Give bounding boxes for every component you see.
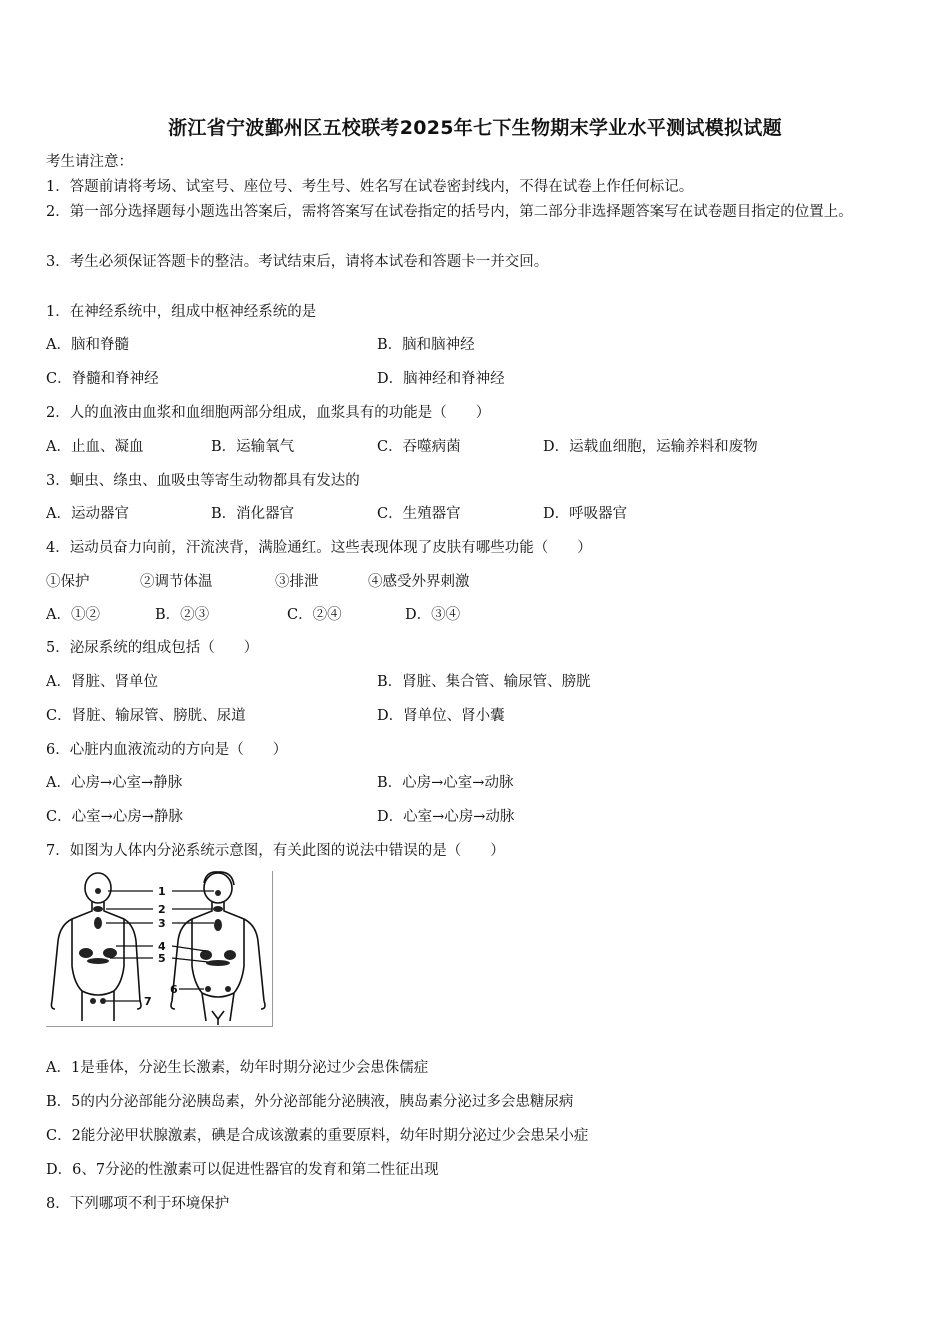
endocrine-diagram-labels — [46, 871, 272, 1026]
diagram-label-7: 7 — [144, 995, 152, 1008]
option-b: B．运输氧气 — [211, 439, 295, 455]
diagram-label-3: 3 — [158, 917, 166, 930]
question-stem: 1．在神经系统中，组成中枢神经系统的是 — [46, 304, 317, 320]
option-a: A．止血、凝血 — [46, 439, 144, 455]
endocrine-system-figure — [46, 871, 273, 1027]
option-d: D．肾单位、肾小囊 — [377, 708, 505, 724]
question-stem: 4．运动员奋力向前，汗流浃背，满脸通红。这些表现体现了皮肤有哪些功能（ ） — [46, 540, 592, 556]
option-c: C．心室→心房→静脉 — [46, 809, 183, 825]
sub-item: ①保护 — [46, 574, 90, 590]
diagram-label-5: 5 — [158, 952, 166, 965]
option-d: D．6、7分泌的性激素可以促进性器官的发育和第二性征出现 — [46, 1162, 439, 1178]
question-stem: 7．如图为人体内分泌系统示意图，有关此图的说法中错误的是（ ） — [46, 843, 505, 859]
option-d: D．呼吸器官 — [543, 506, 628, 522]
option-a: A．1是垂体，分泌生长激素，幼年时期分泌过少会患侏儒症 — [46, 1060, 429, 1076]
option-c: C．生殖器官 — [377, 506, 461, 522]
option-a: A．运动器官 — [46, 506, 129, 522]
notice-item: 2．第一部分选择题每小题选出答案后，需将答案写在试卷指定的括号内，第二部分非选择题答案写在试卷题目指定的位置上。 — [46, 204, 853, 220]
option-b: B．心房→心室→动脉 — [377, 775, 514, 791]
option-a: A．肾脏、肾单位 — [46, 674, 158, 690]
question-stem: 6．心脏内血液流动的方向是（ ） — [46, 742, 288, 758]
option-b: B．肾脏、集合管、输尿管、膀胱 — [377, 674, 591, 690]
notice-item: 3．考生必须保证答题卡的整洁。考试结束后，请将本试卷和答题卡一并交回。 — [46, 254, 549, 270]
option-a: A．①② — [46, 607, 100, 623]
option-a: A．心房→心室→静脉 — [46, 775, 183, 791]
option-c: C．②④ — [287, 607, 342, 623]
option-c: C．2能分泌甲状腺激素，碘是合成该激素的重要原料，幼年时期分泌过少会患呆小症 — [46, 1128, 589, 1144]
diagram-label-4: 4 — [158, 940, 166, 953]
sub-item: ②调节体温 — [140, 574, 213, 590]
sub-item: ④感受外界刺激 — [368, 574, 470, 590]
question-stem: 3．蛔虫、绦虫、血吸虫等寄生动物都具有发达的 — [46, 473, 360, 489]
option-b: B．消化器官 — [211, 506, 295, 522]
option-d: D．运载血细胞，运输养料和废物 — [543, 439, 758, 455]
question-stem: 5．泌尿系统的组成包括（ ） — [46, 640, 259, 656]
diagram-label-2: 2 — [158, 903, 166, 916]
option-c: C．吞噬病菌 — [377, 439, 461, 455]
sub-item: ③排泄 — [275, 574, 319, 590]
option-d: D．脑神经和脊神经 — [377, 371, 505, 387]
diagram-label-6: 6 — [170, 983, 178, 996]
notice-heading: 考生请注意： — [46, 154, 133, 170]
diagram-label-1: 1 — [158, 885, 166, 898]
option-b: B．5的内分泌部能分泌胰岛素，外分泌部能分泌胰液，胰岛素分泌过多会患糖尿病 — [46, 1094, 574, 1110]
option-b: B．②③ — [155, 607, 210, 623]
option-d: D．心室→心房→动脉 — [377, 809, 515, 825]
question-stem: 2．人的血液由血浆和血细胞两部分组成，血浆具有的功能是（ ） — [46, 405, 491, 421]
option-d: D．③④ — [405, 607, 461, 623]
option-b: B．脑和脑神经 — [377, 337, 475, 353]
notice-item: 1．答题前请将考场、试室号、座位号、考生号、姓名写在试卷密封线内，不得在试卷上作任何标记。 — [46, 179, 694, 195]
option-c: C．肾脏、输尿管、膀胱、尿道 — [46, 708, 246, 724]
option-a: A．脑和脊髓 — [46, 337, 129, 353]
page-title: 浙江省宁波鄞州区五校联考2025年七下生物期末学业水平测试模拟试题 — [168, 117, 782, 139]
option-c: C．脊髓和脊神经 — [46, 371, 159, 387]
question-stem: 8．下列哪项不利于环境保护 — [46, 1196, 230, 1212]
